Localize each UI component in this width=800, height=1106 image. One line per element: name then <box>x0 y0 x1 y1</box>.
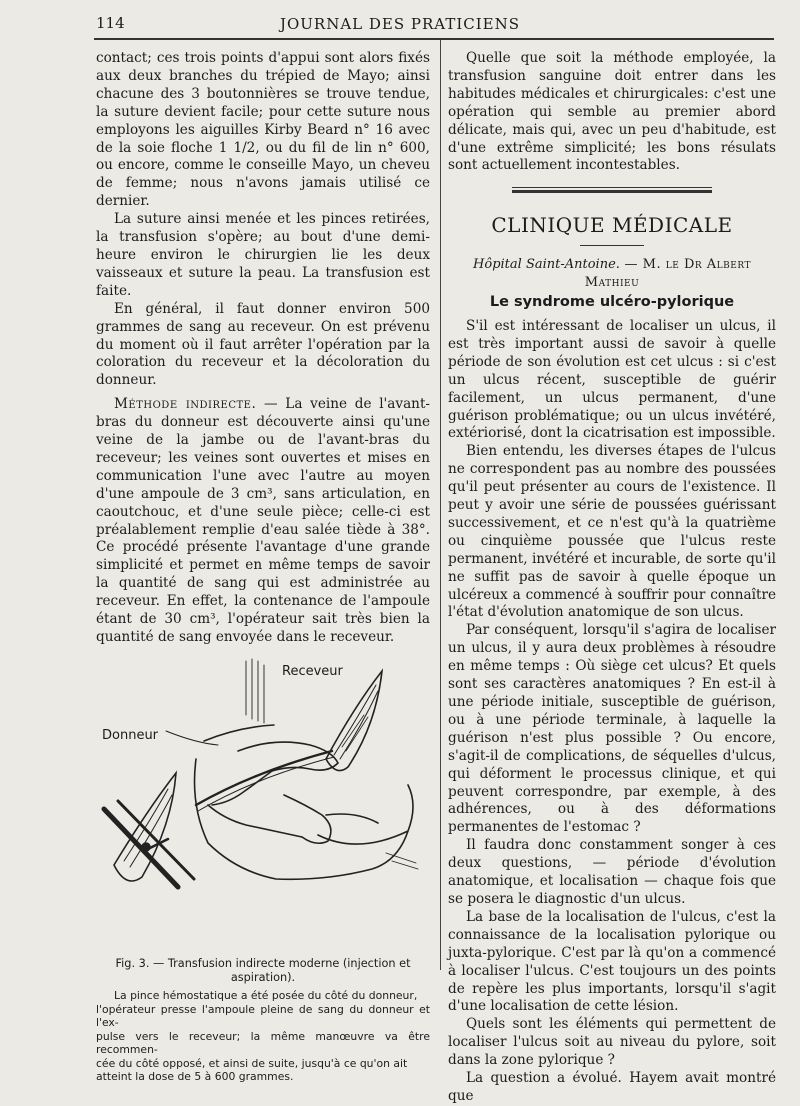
running-title: JOURNAL DES PRATICIENS <box>279 15 521 33</box>
paragraph-text: — La veine de l'avant-bras du donneur est découverte ainsi qu'une veine de la jambe ou de l'avant-bras du receveur; les veines sont ouvertes et mises en communication l'une avec l'autre au moyen d'une ampoule de 3 cm³, sans articulation, en caoutchouc, et d'une seule pièce; celle-ci est préalablement remplie d'eau salée tiède à 38°. Ce procédé présente l'avantage d'une grande simplicité et permet en même temps de savoir la quantité de sang qui est administrée au receveur. En effet, la contenance de l'ampoule étant de 30 cm³, l'opérateur sait très bien la quantité de sang envoyée dans le receveur. <box>96 396 430 645</box>
caption-line: La pince hémostatique a été posée du côté du donneur, <box>114 988 418 1002</box>
page-header <box>0 0 800 40</box>
paragraph: Quelle que soit la méthode employée, la transfusion sanguine doit entrer dans les habitudes médicales et chirurgicales: c'est une opération qui semble au premier abord délicate, mais qui, avec un peu d'habitude, est d'une extrême simplicité; les bons résulats sont actuellement incontestables. <box>448 50 776 174</box>
right-column <box>448 50 776 1106</box>
caption-line: pulse vers le receveur; la même manœuvre va être recommen- <box>96 1029 430 1057</box>
caption-title: Fig. 3. — Transfusion indirecte moderne (injection et aspiration). <box>115 956 411 984</box>
paragraph: Bien entendu, les diverses étapes de l'ulcus ne correspondent pas au nombre des poussées qu'il peut présenter au cours de l'existence. Il peut y avoir une série de poussées guérissant successivement, et ce n'est qu'à la quatrième ou cinquième poussée que l'ulcus reste permanent, invétéré et incurable, de sorte qu'il ne suffit pas de savoir à quelle époque un ulcéreux a commencé à souffrir pour connaître l'état d'évolution anatomique de son ulcus. <box>448 443 776 621</box>
paragraph-methode-indirecte <box>96 396 430 647</box>
run-in-heading: Méthode indirecte. <box>114 396 257 413</box>
label-receveur: Receveur <box>282 663 343 679</box>
page-number: 114 <box>96 14 125 32</box>
article-title: Le syndrome ulcéro-pylorique <box>489 294 735 311</box>
paragraph: contact; ces trois points d'appui sont alors fixés aux deux branches du trépied de Mayo; ainsi chacune des 3 boutonnières se trouve tendue, la suture devient facile; pour cette suture nous employons les aiguilles Kirby Beard n° 16 avec de la soie floche 1 1/2, ou du fil de lin n° 600, ou encore, comme le conseille Mayo, un cheveu de femme; nous n'avons jamais utilisé ce dernier. <box>96 50 430 210</box>
figure-transfusion <box>96 655 430 951</box>
caption-body <box>96 989 430 1084</box>
paragraph: Quels sont les éléments qui permettent de localiser l'ulcus soit au niveau du pylore, soit dans la zone pylorique ? <box>448 1016 776 1069</box>
caption-line: cée du côté opposé, et ainsi de suite, jusqu'à ce qu'on ait <box>96 1056 408 1070</box>
transfusion-illustration <box>96 655 430 951</box>
column-divider <box>440 40 441 970</box>
byline-author: — M. le Dr Albert Mathieu <box>584 257 751 291</box>
paragraph: Il faudra donc constamment songer à ces deux questions, — période d'évolution anatomique, et localisation — chaque fois que se posera le diagnostic d'un ulcus. <box>448 837 776 907</box>
figure-caption <box>96 957 430 1084</box>
caption-line: atteint la dose de 5 à 600 grammes. <box>96 1070 294 1084</box>
label-donneur: Donneur <box>102 727 159 743</box>
paragraph: La question a évolué. Hayem avait montré que <box>448 1070 776 1104</box>
caption-line: l'opérateur presse l'ampoule pleine de sang du donneur et l'ex- <box>96 1002 430 1030</box>
paragraph: La base de la localisation de l'ulcus, c'est la connaissance de la localisation pylorique ou juxta-pylorique. C'est par là qu'on a commencé à localiser l'ulcus. C'est toujours un des points de repère les plus importants, lorsqu'il s'agit d'une localisation de cette lésion. <box>448 908 776 1015</box>
paragraph: Par conséquent, lorsqu'il s'agira de localiser un ulcus, il y aura deux problèmes à résoudre en même temps : Où siège cet ulcus? Et quels sont ses caractères anatomiques ? En est-il à une période initiale, susceptible de guérison, ou à une période terminale, à laquelle la guérison n'est plus possible ? Ou encore, s'agit-il de complications, de séquelles d'ulcus, qui déforment le processus clinique, et qui peuvent correspondre, par exemple, à des adhérences, ou à des déformations permanentes de l'estomac ? <box>448 622 776 836</box>
header-rule <box>94 38 774 40</box>
byline <box>448 256 776 292</box>
section-title: CLINIQUE MÉDICALE <box>491 213 733 238</box>
byline-hospital: Hôpital Saint-Antoine. <box>473 257 620 273</box>
paragraph: S'il est intéressant de localiser un ulcus, il est très important aussi de savoir à quelle période de son évolution est cet ulcus : si c'est un ulcus récent, susceptible de guérir facilement, un ulcus permanent, d'une guérison problématique; ou un ulcus invétéré, extériorisé, dont la cicatrisation est impossible. <box>448 317 776 442</box>
paragraph: En général, il faut donner environ 500 grammes de sang au receveur. On est prévenu du moment où il faut arrêter l'opération par la coloration du receveur et la décoloration du donneur. <box>96 300 430 389</box>
left-column <box>96 50 430 1084</box>
paragraph: La suture ainsi menée et les pinces retirées, la transfusion s'opère; au bout d'une demi-heure environ le chirurgien lie les deux vaisseaux et suture la peau. La transfusion est faite. <box>96 211 430 299</box>
section-separator <box>512 187 712 193</box>
title-rule <box>580 245 644 246</box>
